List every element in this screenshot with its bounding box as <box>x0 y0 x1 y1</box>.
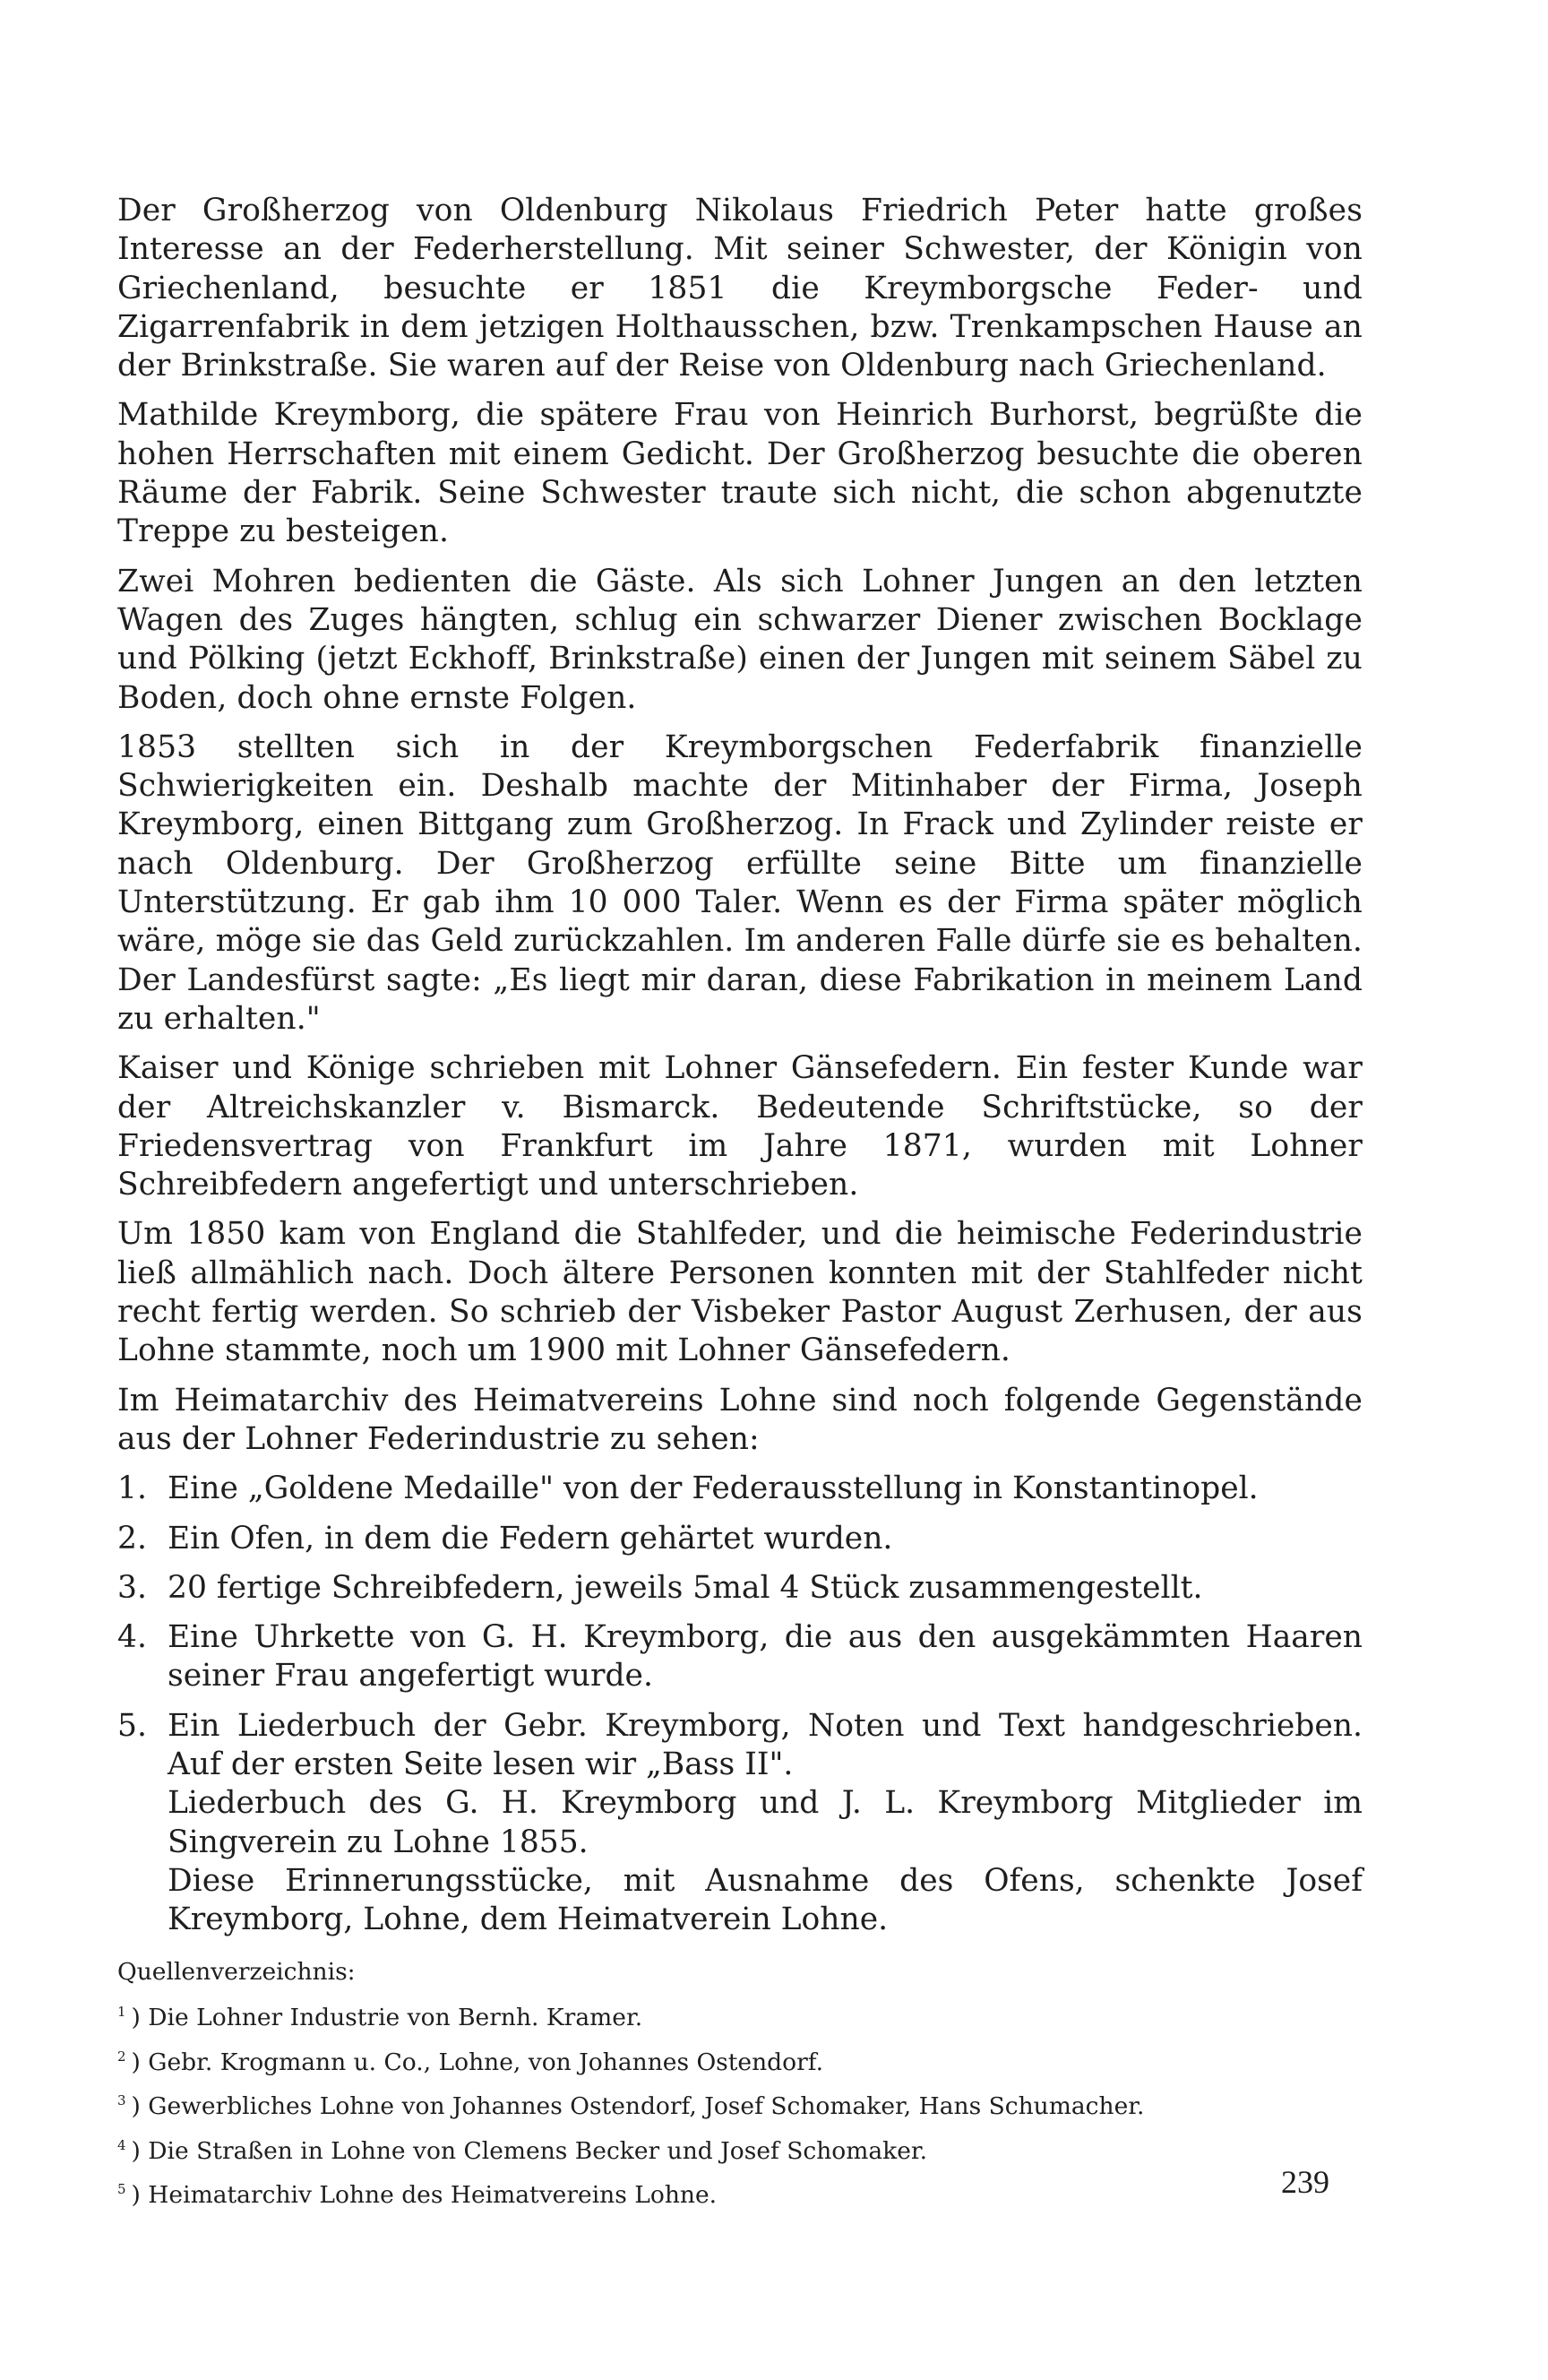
paragraph-zwei-mohren: Zwei Mohren bedienten die Gäste. Als sich Lohner Jungen an den letzten Wagen des Zuges hängten, schlug ein schwarzer Diener zwischen Bocklage und Pölking (jetzt Eckhoff, Brinkstraße) einen der Jungen mit seinem Säbel zu Boden, doch ohne ernste Folgen. <box>117 563 1363 716</box>
list-item-number: 3. <box>117 1569 147 1606</box>
list-item-text: Ein Ofen, in dem die Federn gehärtet wurden. <box>168 1520 893 1556</box>
paragraph-grossherzog-visit: Der Großherzog von Oldenburg Nikolaus Friedrich Peter hatte großes Interesse an der Federherstellung. Mit seiner Schwester, der Königin von Griechenland, besuchte er 1851 die Kreymborgsche Feder- und Zigarrenfabrik in dem jetzigen Holthausschen, bzw. Trenkampschen Hause an der Brinkstraße. Sie waren auf der Reise von Oldenburg nach Griechenland. <box>117 193 1363 384</box>
paragraph-kaiser-und-koenige: Kaiser und Könige schrieben mit Lohner Gänsefedern. Ein fester Kunde war der Altreichskanzler v. Bismarck. Bedeutende Schriftstücke, so der Friedensvertrag von Frankfurt im Jahre 1871, wurden mit Lohner Schreibfedern angefertigt und unterschrieben. <box>117 1050 1363 1203</box>
footnote-marker: 2 <box>117 2048 126 2065</box>
list-item-text: Ein Liederbuch der Gebr. Kreymborg, Noten und Text handgeschrieben. Auf der ersten Seite lesen wir „Bass II". <box>168 1707 1363 1782</box>
list-item-text: Eine Uhrkette von G. H. Kreymborg, die aus den ausgekämmten Haaren seiner Frau angefertigt wurde. <box>168 1619 1363 1694</box>
paragraph-mathilde-kreymborg: Mathilde Kreymborg, die spätere Frau von Heinrich Burhorst, begrüßte die hohen Herrschaften mit einem Gedicht. Der Großherzog besuchte die oberen Räume der Fabrik. Seine Schwester traute sich nicht, die schon abgenutzte Treppe zu besteigen. <box>117 397 1363 550</box>
source-text: ) Heimatarchiv Lohne des Heimatvereins Lohne. <box>131 2181 718 2210</box>
source-text: ) Die Straßen in Lohne von Clemens Becker und Josef Schomaker. <box>131 2136 928 2165</box>
list-item-number: 4. <box>117 1619 147 1656</box>
paragraph-stahlfeder: Um 1850 kam von England die Stahlfeder, und die heimische Federindustrie ließ allmählich nach. Doch ältere Personen konnten mit der Stahlfeder nicht recht fertig werden. So schrieb der Visbeker Pastor August Zerhusen, der aus Lohne stammte, noch um 1900 mit Lohner Gänsefedern. <box>117 1216 1363 1369</box>
source-list-heading: Quellenverzeichnis: <box>117 1958 356 1987</box>
source-item <box>117 2082 1363 2126</box>
page-number: 239 <box>1281 2164 1329 2200</box>
list-item-text-closing: Diese Erinnerungsstücke, mit Ausnahme des Ofens, schenkte Josef Kreymborg, Lohne, dem Heimatverein Lohne. <box>168 1862 1363 1938</box>
list-item-number: 2. <box>117 1520 147 1556</box>
document-body <box>117 192 1363 2215</box>
list-item-text-continued: Liederbuch des G. H. Kreymborg und J. L. Kreymborg Mitglieder im Singverein zu Lohne 1855. <box>168 1785 1363 1860</box>
list-item-number: 5. <box>117 1707 147 1744</box>
source-item <box>117 2038 1363 2082</box>
paragraph-heimatarchiv: Im Heimatarchiv des Heimatvereins Lohne sind noch folgende Gegenstände aus der Lohner Federindustrie zu sehen: <box>117 1382 1363 1457</box>
exhibit-list <box>117 1470 1363 1939</box>
source-item <box>117 1993 1363 2038</box>
footnote-marker: 4 <box>117 2136 126 2153</box>
list-item-text: 20 fertige Schreibfedern, jeweils 5mal 4 Stück zusammengestellt. <box>168 1569 1203 1606</box>
source-text: ) Gewerbliches Lohne von Johannes Ostendorf, Josef Schomaker, Hans Schumacher. <box>131 2092 1145 2121</box>
list-item <box>117 1470 1363 1508</box>
list-item-number: 1. <box>117 1470 147 1507</box>
source-item <box>117 2126 1363 2171</box>
list-item <box>117 1618 1363 1696</box>
footnote-marker: 1 <box>117 2004 126 2021</box>
footnote-marker: 3 <box>117 2092 126 2109</box>
list-item <box>117 1520 1363 1558</box>
source-list <box>117 1955 1363 2215</box>
source-text: ) Gebr. Krogmann u. Co., Lohne, von Johannes Ostendorf. <box>131 2048 824 2076</box>
source-item <box>117 2170 1363 2215</box>
paragraph-financial-difficulties: 1853 stellten sich in der Kreymborgschen Federfabrik finanzielle Schwierigkeiten ein. Deshalb machte der Mitinhaber der Firma, Joseph Kreymborg, einen Bittgang zum Großherzog. In Frack und Zylinder reiste er nach Oldenburg. Der Großherzog erfüllte seine Bitte um finanzielle Unterstützung. Er gab ihm 10 000 Taler. Wenn es der Firma später möglich wäre, möge sie das Geld zurückzahlen. Im anderen Falle dürfe sie es behalten. Der Landesfürst sagte: „Es liegt mir daran, diese Fabrikation in meinem Land zu erhalten." <box>117 729 1363 1037</box>
list-item <box>117 1569 1363 1608</box>
footnote-marker: 5 <box>117 2181 126 2198</box>
list-item-text: Eine „Goldene Medaille" von der Federausstellung in Konstantinopel. <box>168 1470 1259 1507</box>
source-text: ) Die Lohner Industrie von Bernh. Kramer. <box>131 2004 643 2032</box>
list-item <box>117 1707 1363 1940</box>
